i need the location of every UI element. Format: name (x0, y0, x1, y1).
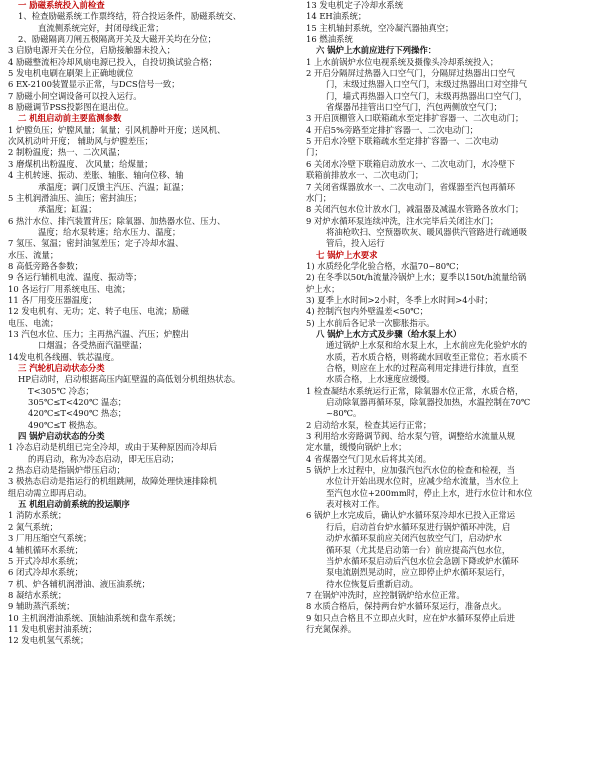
text-line: 3 利用给水旁路调节阀、给水泵勺管，调整给水流量从规 (306, 431, 515, 442)
section-heading: 一 励磁系统投入前检查 (18, 0, 105, 10)
text-line: 将油枪吹扫、空预器吹灰、暖风器供汽管路进行疏通吸 (326, 226, 527, 237)
text-line: 10 主机润滑油系统、顶轴油系统和盘车系统； (8, 612, 181, 623)
text-line: 7 关闭省煤器放水一、二次电动门，省煤器至汽包再循环 (306, 181, 515, 192)
text-line: 5) 上水前后各记录一次膨胀指示。 (306, 317, 435, 328)
text-line: 2 启动给水泵，检查其运行正常； (306, 419, 432, 430)
text-line: 1 检查凝结水系统运行正常，除氧器水位正常，水质合格， (306, 385, 524, 396)
text-line: 14 EH油系统； (306, 11, 367, 22)
text-line: ~80℃。 (326, 408, 362, 419)
text-line: 直流侧系统完好，封闭母线正常； (38, 22, 164, 33)
text-line: 8 关闭汽包水位计放水门，减温器及减温水管路各放水门； (306, 204, 524, 215)
text-line: 8 励磁调节PSS投影图在退出位。 (8, 102, 134, 113)
text-line: 305℃≤T<420℃ 温态； (28, 397, 127, 408)
text-line: 2 氮气系统； (8, 521, 58, 532)
text-line: 表对核对工作。 (326, 499, 385, 510)
text-line: 2、励磁隔离刀闸五极隔离开关及大磁开关均在分位； (18, 34, 216, 45)
text-line: 7 在锅炉冲洗时，应控制锅炉给水位正常。 (306, 589, 465, 600)
text-line: 12 发电机有、无功；定、转子电压、电流；励磁 (8, 306, 189, 317)
text-line: 13 发电机定子冷却水系统 (306, 0, 404, 10)
section-heading: 四 锅炉启动状态的分类 (18, 431, 105, 442)
text-line: 次风机动叶开度； 辅助风与炉膛差压； (8, 136, 154, 147)
text-line: 4 主机转速、振动、差胀、轴胀、轴向位移、轴 (8, 170, 184, 181)
text-line: 15 主机轴封系统，空冷凝汽器抽真空； (306, 22, 454, 33)
text-line: 水位计开始出现水位时，应减少给水流量，当水位上 (326, 476, 519, 487)
text-line: 490℃≤T 极热态。 (28, 419, 103, 430)
text-line: 水压、流量； (8, 249, 59, 260)
text-line: 门，墙式再热器入口空气门，末级再热器出口空气门， (326, 90, 527, 101)
text-line: 9 各运行辅机电流、温度、振动等； (8, 272, 142, 283)
text-line: 门； (306, 147, 323, 158)
text-line: 6 EX-2100装置显示正常，与DCS信号一致； (8, 79, 180, 90)
text-line: 16 燃油系统 (306, 34, 353, 45)
section-heading: 三 汽轮机启动状态分类 (18, 363, 105, 373)
text-line: 启动除氧器再循环泵，除氧器投加热，水温控制在70℃ (326, 397, 531, 408)
text-line: 1 消防水系统； (8, 510, 67, 521)
text-line: 管后，投入运行 (326, 238, 385, 249)
text-line: 6 锅炉上水完成后，确认炉水循环泵冷却水已投入正常运 (306, 510, 515, 521)
text-line: 门，末级过热器入口空气门，末级过热器出口对空排气 (326, 79, 527, 90)
text-line: 5 开式冷却水系统； (8, 555, 83, 566)
text-line: 行后，启动首台炉水循环泵进行锅炉循环冲洗，启 (326, 521, 511, 532)
text-line: 水门； (306, 192, 332, 203)
text-line: 2) 在冬季以50t/h流量冷锅炉上水；夏季以150t/h流量给锅 (306, 272, 527, 283)
text-line: 5 主机润滑油压、油压；密封油压； (8, 192, 142, 203)
text-line: 5 锅炉上水过程中，应加强汽包汽水位的检查和检视，当 (306, 465, 515, 476)
text-line: 6 关闭水冷壁下联箱启动放水一、二次电动门，水冷壁下 (306, 158, 515, 169)
text-line: 6 热汁水位、排汽装置背压；除氧器、加热器水位、压力、 (8, 215, 226, 226)
text-line: 4 开启5%旁路至定排扩容器一、二次电动门； (306, 124, 479, 135)
text-line: 8 凝结水系统； (8, 589, 67, 600)
text-line: 4) 控制汽包内外壁温差<50℃； (306, 306, 429, 317)
text-line: 循环泵（尤其是启动第一台）前应提高汽包水位， (326, 544, 511, 555)
text-line: 11 各厂用变压器温度； (8, 294, 97, 305)
text-line: 7 励磁小间空调设备可以投入运行。 (8, 90, 142, 101)
text-line: 承温度；缸温； (38, 204, 97, 215)
text-line: 1 上水前锅炉水位电视系统及摄像头冷却系统投入； (306, 56, 499, 67)
text-line: 8 高低旁路各参数； (8, 260, 83, 271)
text-line: 9 如只点合格且不立即点火时，应在炉水循环泵停止后进 (306, 612, 515, 623)
text-line: 3 磨煤机出粉温度、 次风量；给煤量； (8, 158, 153, 169)
text-line: 温度；给水泵转速；给水压力、温度； (38, 226, 181, 237)
text-line: 3 厂用压缩空气系统； (8, 533, 92, 544)
text-line: 3 开启顶棚管入口联箱疏水至定排扩容器一、二次电动门； (306, 113, 524, 124)
section-heading: 五 机组启动前系统的投运顺序 (18, 499, 130, 510)
section-heading: 七 锅炉上水要求 (316, 249, 378, 260)
text-line: 炉上水； (306, 283, 340, 294)
text-line: 3 启励电源开关在分位，启励接触器未投入； (8, 45, 176, 56)
text-line: 合格，则应在上水的过程高利用定排进行排放，直至 (326, 363, 519, 373)
text-line: 3) 夏季上水时间>2小时，冬季上水时间>4小时； (306, 294, 493, 305)
section-heading: 六 锅炉上水前应进行下列操作： (316, 45, 437, 56)
text-line: 动炉水循环泵前应关闭汽包放空气门，启动炉水 (326, 533, 502, 544)
text-line: 2 制粉温度；热一、二次风温； (8, 147, 125, 158)
text-line: 8 水质合格后，保持两台炉水循环泵运行，准备点火。 (306, 601, 507, 612)
text-line: 11 发电机密封油系统； (8, 623, 97, 634)
section-heading: 八 锅炉上水方式及步骤（给水泵上水） (316, 328, 462, 339)
left-column (8, 0, 290, 768)
text-line: 至汽包水位+200mm时，停止上水，进行水位计和水位 (326, 487, 533, 498)
text-line: 联箱前排放水一、二次电动门； (306, 170, 424, 181)
text-line: 的再启动，称为冷态启动，即无压启动； (28, 453, 179, 464)
text-line: 水质，若水质合格，则将疏水回收至正常位；若水质不 (326, 351, 527, 362)
section-heading: 二 机组启动前主要监测参数 (18, 113, 122, 124)
text-line: 12 发电机氢气系统； (8, 635, 89, 646)
text-line: 组启动需立即再启动。 (8, 487, 92, 498)
text-line: 4 辅机循环水系统； (8, 544, 83, 555)
text-line: 9 对炉水循环泵连续冲洗，注水完毕后关闭注水门； (306, 215, 499, 226)
text-line: 10 各运行厂用系统电压、电流； (8, 283, 131, 294)
text-line: 4 省煤器空气门见水后将其关闭。 (306, 453, 432, 464)
text-line: 电压、电流； (8, 317, 59, 328)
text-line: 1、检查励磁系统工作票终结，符合投运条件，励磁系统交、 (18, 11, 242, 22)
text-line: 行充氮保养。 (306, 623, 357, 634)
text-line: 420℃≤T<490℃ 热态； (28, 408, 127, 419)
text-line: T<305℃ 冷态； (28, 385, 94, 396)
text-line: 泵电流剧烈晃动时，应立即停止炉水循环泵运行， (326, 567, 511, 578)
text-line: 5 发电机电刷在刷架上正确地就位 (8, 68, 134, 79)
text-line: 14发电机各线圈、铁芯温度。 (8, 351, 120, 362)
text-line: 口烟温；各受热面汽温壁温； (38, 340, 147, 351)
text-line: 定水量，缓慢向锅炉上水； (306, 442, 407, 453)
text-line: 承温度；调门反馈主汽压、汽温；缸温； (38, 181, 189, 192)
right-column (306, 0, 594, 768)
text-line: 水质合格，上水速度应缓慢。 (326, 374, 435, 385)
text-line: 3 极热态启动是指运行的机组跳闸，故障处理快速排除机 (8, 476, 217, 487)
text-line: 7 氢压、氢温；密封油氢差压；定子冷却水温、 (8, 238, 184, 249)
text-line: 2 开启分隔屏过热器入口空气门，分隔屏过热器出口空气 (306, 68, 515, 79)
text-line: 通过锅炉上水泵和给水泵上水，上水前应先化验炉水的 (326, 340, 527, 351)
text-line: 当炉水循环泵启动后汽包水位会急剧下降或炉水循环 (326, 555, 519, 566)
text-line: HP启动时，启动根据高压内缸壁温的高低划分机组热状态。 (18, 374, 241, 385)
text-line: 省煤器吊挂管出口空气门，汽包两侧放空气门； (326, 102, 502, 113)
text-line: 2 热态启动是指锅炉带压启动； (8, 465, 125, 476)
text-line: 4 励磁整流柜冷却风扇电源已投入，自投切换试验合格； (8, 56, 217, 67)
text-line: 13 汽包水位、压力；主再热汽温、汽压；炉膛出 (8, 328, 189, 339)
text-line: 5 开启水冷壁下联箱疏水至定排扩容器一、二次电动 (306, 136, 499, 147)
text-line: 7 机、炉各辅机润滑油、液压油系统； (8, 578, 150, 589)
text-line: 6 闭式冷却水系统； (8, 567, 83, 578)
text-line: 9 辅助蒸汽系统； (8, 601, 75, 612)
text-line: 1 冷态启动是机组已完全冷却，或由于某种原因而冷却后 (8, 442, 217, 453)
text-line: 1) 水质经化学化验合格，水温70~80℃； (306, 260, 464, 271)
text-line: 1 炉膛负压；炉膛风量；氧量；引风机静叶开度；送风机、 (8, 124, 226, 135)
text-line: 待水位恢复后重新启动。 (326, 578, 419, 589)
